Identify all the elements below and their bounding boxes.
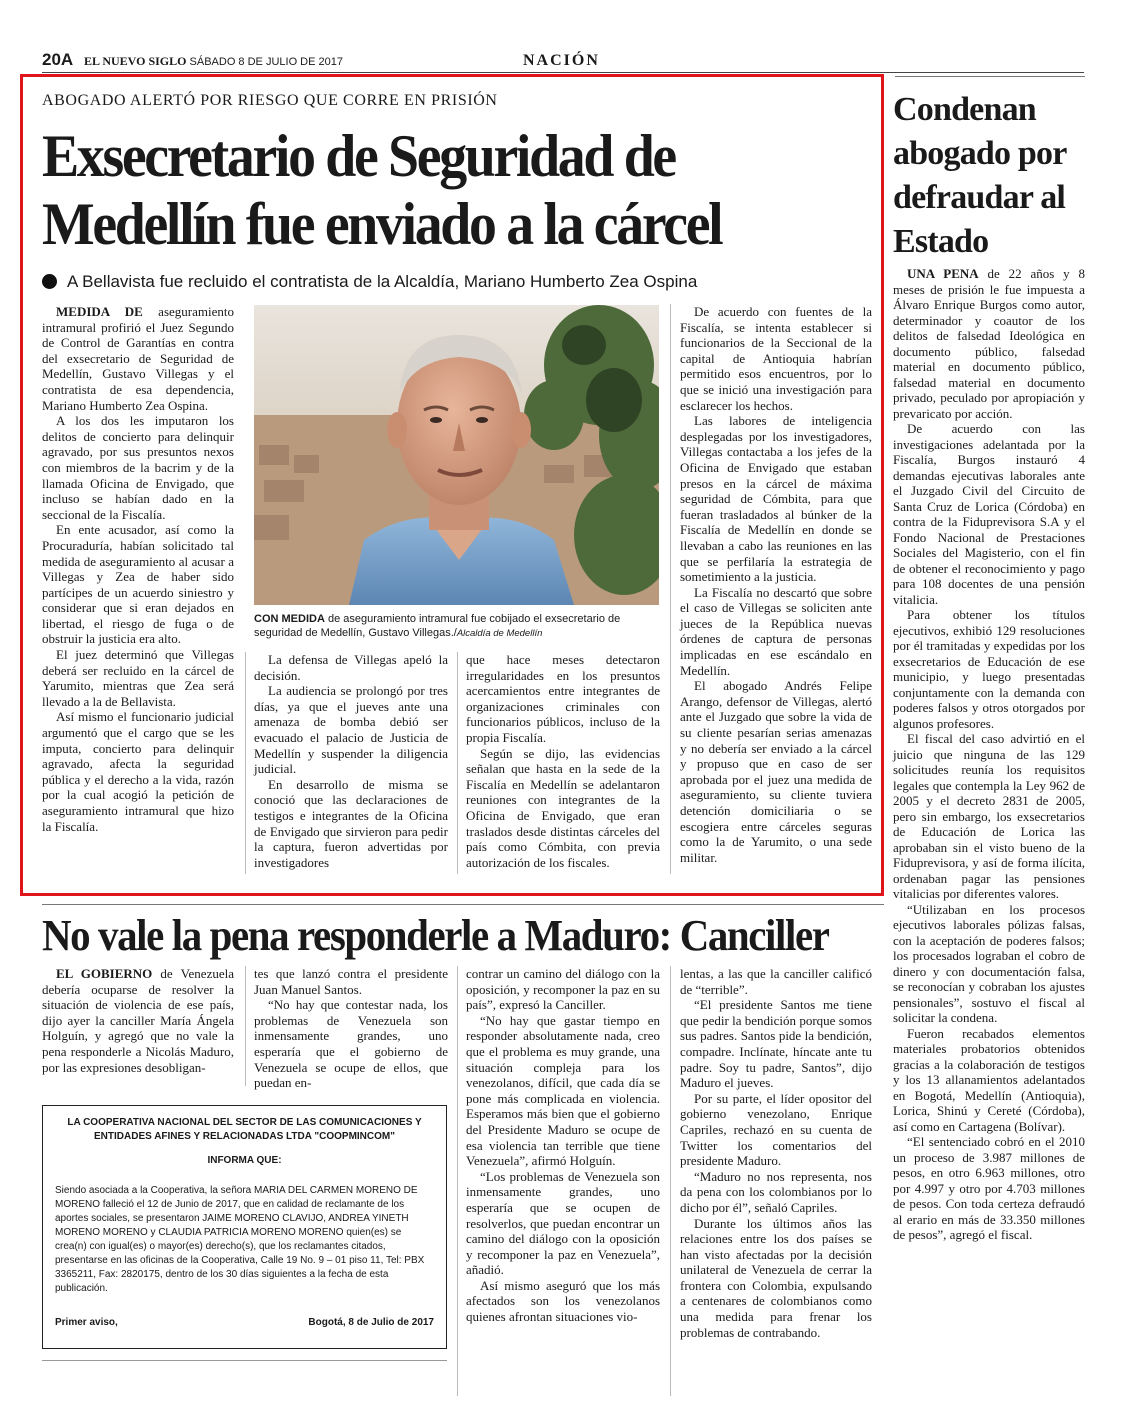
paragraph: La audiencia se prolongó por tres días, ya que el jueves ante una amenaza de bomba debió ser evacuado el palacio de Justicia de Medellín y suspender la diligencia judicial. (254, 683, 448, 777)
paragraph: En ente acusador, así como la Procuraduría, habían solicitado tal medida de aseguramiento al acusar a Villegas y Zea de haber sido partícipes de un acuerdo siniestro y considerar que si eran dejados en libertad, el riesgo de fuga o de obstruir la justicia era alto. (42, 522, 234, 647)
portrait-photo-illustration (254, 305, 659, 605)
notice-body: Siendo asociada a la Cooperativa, la señora MARIA DEL CARMEN MORENO DE MORENO falleció el 12 de Junio de 2017, que en calidad de reclamante de los aportes sociales, se presentaron JAIME MORENO CLAVIJO, ANDREA YINETH MORENO MORENO y CLAUDIA PATRICIA MORENO MORENO quien(es) se crea(n) con igual(es) o mayor(es) derecho(s), que los reclamantes citados, presentarse en las oficinas de la Cooperativa, Calle 19 No. 9 – 01 piso 11, Tel: PBX 3365211, Fax: 2820175, dentro de los 30 días siguientes a la fecha de esta publicación. (55, 1185, 425, 1294)
main-subhead (42, 272, 872, 292)
sidebar-headline: Condenan abogado por defraudar al Estado (893, 91, 1066, 260)
paragraph: que hace meses detectaron irregularidades en los presuntos acercamientos entre integrantes de organizaciones criminales con funcionarios públicos, incluso de la propia Fiscalía. (466, 652, 660, 745)
paragraph: “El sentenciado cobró en el 2010 un proceso de 3.987 millones de pesos, en otro 6.963 millones, otro por 4.997 y otro por 4.703 millones de pesos. Con toda certeza defraudó al erario en más de 33.350 millones de pesos”, agregó el fiscal. (893, 1134, 1085, 1242)
bullet-icon (42, 274, 57, 289)
column-divider (457, 966, 458, 1396)
main-column-3 (466, 652, 660, 870)
notice-subtitle: INFORMA QUE: (207, 1155, 282, 1166)
photo-caption (254, 612, 659, 641)
sidebar-divider (895, 76, 1085, 77)
masthead-line (84, 54, 343, 69)
column-divider (457, 652, 458, 874)
paragraph: De acuerdo con fuentes de la Fiscalía, se intenta establecer si funcionarios de la Seccional de la capital de Antioquia habrían permitido esos encuentros, por lo que se inició una investigación para esclarecer los hechos. (680, 304, 872, 413)
paragraph: “No hay que gastar tiempo en responder absolutamente nada, creo que el problema es muy grande, una situación compleja para los venezolanos, difícil, que cada día se pone más complicada en violencia. Esperamos más bien que el gobierno del Presidente Maduro se ocupe de esa violencia tan terrible que tiene Venezuela”, afirmó Holguín. (466, 1012, 660, 1169)
second-column-2 (254, 966, 448, 1091)
paper-name: EL NUEVO SIGLO (84, 54, 187, 68)
legal-notice (42, 1105, 447, 1349)
paragraph: Así mismo aseguró que los más afectados son los venezolanos quienes afrontan situaciones vio- (466, 1277, 660, 1325)
notice-footer-left: Primer aviso, (55, 1317, 118, 1328)
paragraph: De acuerdo con las investigaciones adelantada por la Fiscalía, Burgos instauró 4 demandas ejecutivas laborales ante el Juzgado Civil del Circuito de Santa Cruz de Lorica (Córdoba) en contra de la Fiduprevisora S.A y el Fondo Nacional de Prestaciones Sociales del Magisterio, con el fin de obtener el reconocimiento y pago para 108 docentes de una pensión vitalicia. (893, 421, 1085, 607)
column-divider (245, 652, 246, 874)
second-column-4 (680, 966, 872, 1340)
column-divider (670, 966, 671, 1396)
paragraph: El fiscal del caso advirtió en el juicio que ninguna de las 129 solicitudes reunía los requisitos legales que contempla la Ley 962 de 2005 y el decreto 2831 de 2005, pero sin embargo, los exsecretarios de Educación de Lorica las aprobaban sin el visto bueno de la Fiduprevisora, y así de forma ilícita, ordenaban pagar las pensiones vitalicias por diferentes valores. (893, 731, 1085, 901)
paragraph: “Maduro no nos representa, nos da pena con los colombianos por lo dicho por él”, señaló Capriles. (680, 1168, 872, 1215)
paragraph: Fueron recabados elementos materiales probatorios obtenidos gracias a la colaboración de testigos y los 13 allanamientos adelantados en Bogotá, Medellín (Antioquia), Lorica, Shinú y Cereté (Córdoba), así como en Cartagena (Bolívar). (893, 1025, 1085, 1134)
paragraph: Durante los últimos años las relaciones entre los dos países se han visto afectadas por la decisión unilateral de Venezuela de cerrar la frontera con Colombia, expulsando a centenares de colombianos como una medida para frenar los problemas de contrabando. (680, 1215, 872, 1340)
news-photo (254, 305, 659, 605)
page-number: 20A (42, 50, 74, 69)
photo-credit: Alcaldía de Medellín (456, 628, 543, 639)
main-column-4 (680, 304, 872, 865)
paragraph: UNA PENA de 22 años y 8 meses de prisión le fue impuesta a Álvaro Enrique Burgos como autor, determinador y coautor de los delitos de falsedad Ideológica en documento público, falsedad material en documento público, falsedad material en documento privado, peculado por apropiación y prevaricato por acción. (893, 266, 1085, 421)
paragraph: La Fiscalía no descartó que sobre el caso de Villegas se soliciten ante jueces de la República nuevas órdenes de captura de personas implicadas en ese escándalo en Medellín. (680, 584, 872, 678)
subhead-text: A Bellavista fue recluido el contratista de la Alcaldía, Mariano Humberto Zea Ospina (67, 272, 698, 291)
notice-divider (42, 1360, 447, 1361)
main-column-2 (254, 652, 448, 870)
caption-lead: CON MEDIDA (254, 613, 325, 625)
paragraph: Las labores de inteligencia desplegadas por los investigadores, Villegas contactaba a los jefes de la Oficina de Envigado que estaban presos en la cárcel de máxima seguridad de Cómbita, para que fueran trasladados al búnker de la Fiscalía de Medellín en donde se llevaban a cabo las reuniones en las que se perfilaría la estrategia de sometimiento a la justicia. (680, 413, 872, 585)
notice-footer (55, 1316, 434, 1330)
paragraph: contrar un camino del diálogo con la oposición, y recomponer la paz en su país”, expresó la Canciller. (466, 966, 660, 1013)
main-kicker: ABOGADO ALERTÓ POR RIESGO QUE CORRE EN PRISIÓN (42, 92, 498, 109)
paragraph: “No hay que contestar nada, los problemas de Venezuela son inmensamente grandes, uno esperaría que el gobierno de Venezuela se ocupe de ellos, que puedan en- (254, 997, 448, 1091)
paragraph: Según se dijo, las evidencias señalan que hasta en la sede de la Fiscalía en Medellín se adelantaron reuniones con integrantes de la Oficina de Envigado, que eran traslados desde distintas cárceles del país como Cómbita, con previa autorización de los fiscales. (466, 745, 660, 870)
paragraph: lentas, a las que la canciller calificó de “terrible”. (680, 966, 872, 997)
story-divider (42, 904, 884, 905)
paragraph: El juez determinó que Villegas deberá ser recluido en la cárcel de Yarumito, mientras que Zea será llevado a la de Bellavista. (42, 647, 234, 709)
second-column-1 (42, 966, 234, 1075)
paragraph: La defensa de Villegas apeló la decisión. (254, 652, 448, 683)
paragraph: Por su parte, el líder opositor del gobierno venezolano, Enrique Capriles, rechazó en su cuenta de Twitter los comentarios del presidente Maduro. (680, 1090, 872, 1169)
paragraph: Así mismo el funcionario judicial argumentó que el cargo que se les imputa, concierto para delinquir agravado, afecta la seguridad pública y el derecho a la vida, razón por la cual acogió la petición de aseguramiento intramural que hizo la Fiscalía. (42, 709, 234, 834)
main-headline: Exsecretario de Seguridad de Medellín fue enviado a la cárcel (42, 123, 722, 257)
paragraph: El abogado Andrés Felipe Arango, defensor de Villegas, alertó ante el Juzgado que sobre la vida de su cliente pesarían serias amenazas y no debería ser enviado a la cárcel y propuso que en caso de ser aprobada por el juez una medida de aseguramiento, su cliente tuviera detención domiciliaria o se escogiera entre cárceles seguras como la de Yarumito, o una sede militar. (680, 678, 872, 865)
issue-date: SÁBADO 8 DE JULIO DE 2017 (189, 56, 343, 68)
notice-footer-right: Bogotá, 8 de Julio de 2017 (308, 1317, 434, 1328)
paragraph: “Utilizaban en los procesos ejecutivos laborales pólizas falsas, con la aceptación de poderes falsos; los procesados lograban el cobro de dinero y con documentación falsa, se reconocían y cobraban los ajustes pensionales”, sostuvo el fiscal al solicitar la condena. (893, 901, 1085, 1025)
paragraph: “El presidente Santos me tiene que pedir la bendición porque somos sus padres. Santos pide la bendición, compadre. Inclínate, híncate ante tu padre. Soy tu padre, Santos”, dijo Maduro el jueves. (680, 997, 872, 1091)
paragraph: MEDIDA DE aseguramiento intramural profirió el Juez Segundo de Control de Garantías en contra del exsecretario de Seguridad de Medellín, Gustavo Villegas y el contratista de esa dependencia, Mariano Humberto Zea Ospina. (42, 304, 234, 413)
second-headline: No vale la pena responderle a Maduro: Canciller (42, 911, 829, 960)
lead-word: MEDIDA DE (56, 304, 143, 319)
paragraph: En desarrollo de misma se conoció que las declaraciones de testigos e integrantes de la Oficina de Envigado que sirvieron para pedir la captura, fueron advertidas por investigadores (254, 776, 448, 870)
lead-word: UNA PENA (907, 266, 979, 281)
column-divider (670, 304, 671, 874)
paragraph: Para obtener los títulos ejecutivos, exhibió 129 resoluciones por él tramitadas y expedidas por los exsecretarios de Educación de ese municipio, y luego presentadas conjuntamente con la demanda con poderes falsos y otros otorgados por algunos profesores. (893, 607, 1085, 731)
column-divider (245, 966, 246, 1086)
header-divider (42, 72, 1084, 73)
paragraph: “Los problemas de Venezuela son inmensamente grandes, uno esperaría que se ocupen de resolverlos, que puedan encontrar un camino del diálogo con la oposición y recomponer la paz en Venezuela”, añadió. (466, 1168, 660, 1278)
paragraph: A los dos les imputaron los delitos de concierto para delinquir agravado, por sus presuntos nexos con miembros de la bacrim y de la llamada Oficina de Envigado, que incluso se habían dado en la seccional de la Fiscalía. (42, 413, 234, 522)
caption-text: de aseguramiento intramural fue cobijado el exsecretario de seguridad de Medellín, Gustavo Villegas./ (254, 613, 621, 639)
lead-word: EL GOBIERNO (56, 966, 153, 981)
section-name: NACIÓN (523, 52, 600, 69)
paragraph: EL GOBIERNO de Venezuela debería ocuparse de resolver la situación de violencia de ese país, dijo ayer la canciller María Ángela Holguín, y agregó que no vale la pena responderle a Nicolás Maduro, por las expresiones desobligan- (42, 966, 234, 1075)
second-column-3 (466, 966, 660, 1325)
paragraph: tes que lanzó contra el presidente Juan Manuel Santos. (254, 966, 448, 997)
main-column-1 (42, 304, 234, 834)
notice-title: LA COOPERATIVA NACIONAL DEL SECTOR DE LAS COMUNICACIONES Y ENTIDADES AFINES Y RELACIONADAS LTDA "COOPMINCOM" (67, 1117, 422, 1142)
sidebar-body (893, 266, 1085, 1243)
